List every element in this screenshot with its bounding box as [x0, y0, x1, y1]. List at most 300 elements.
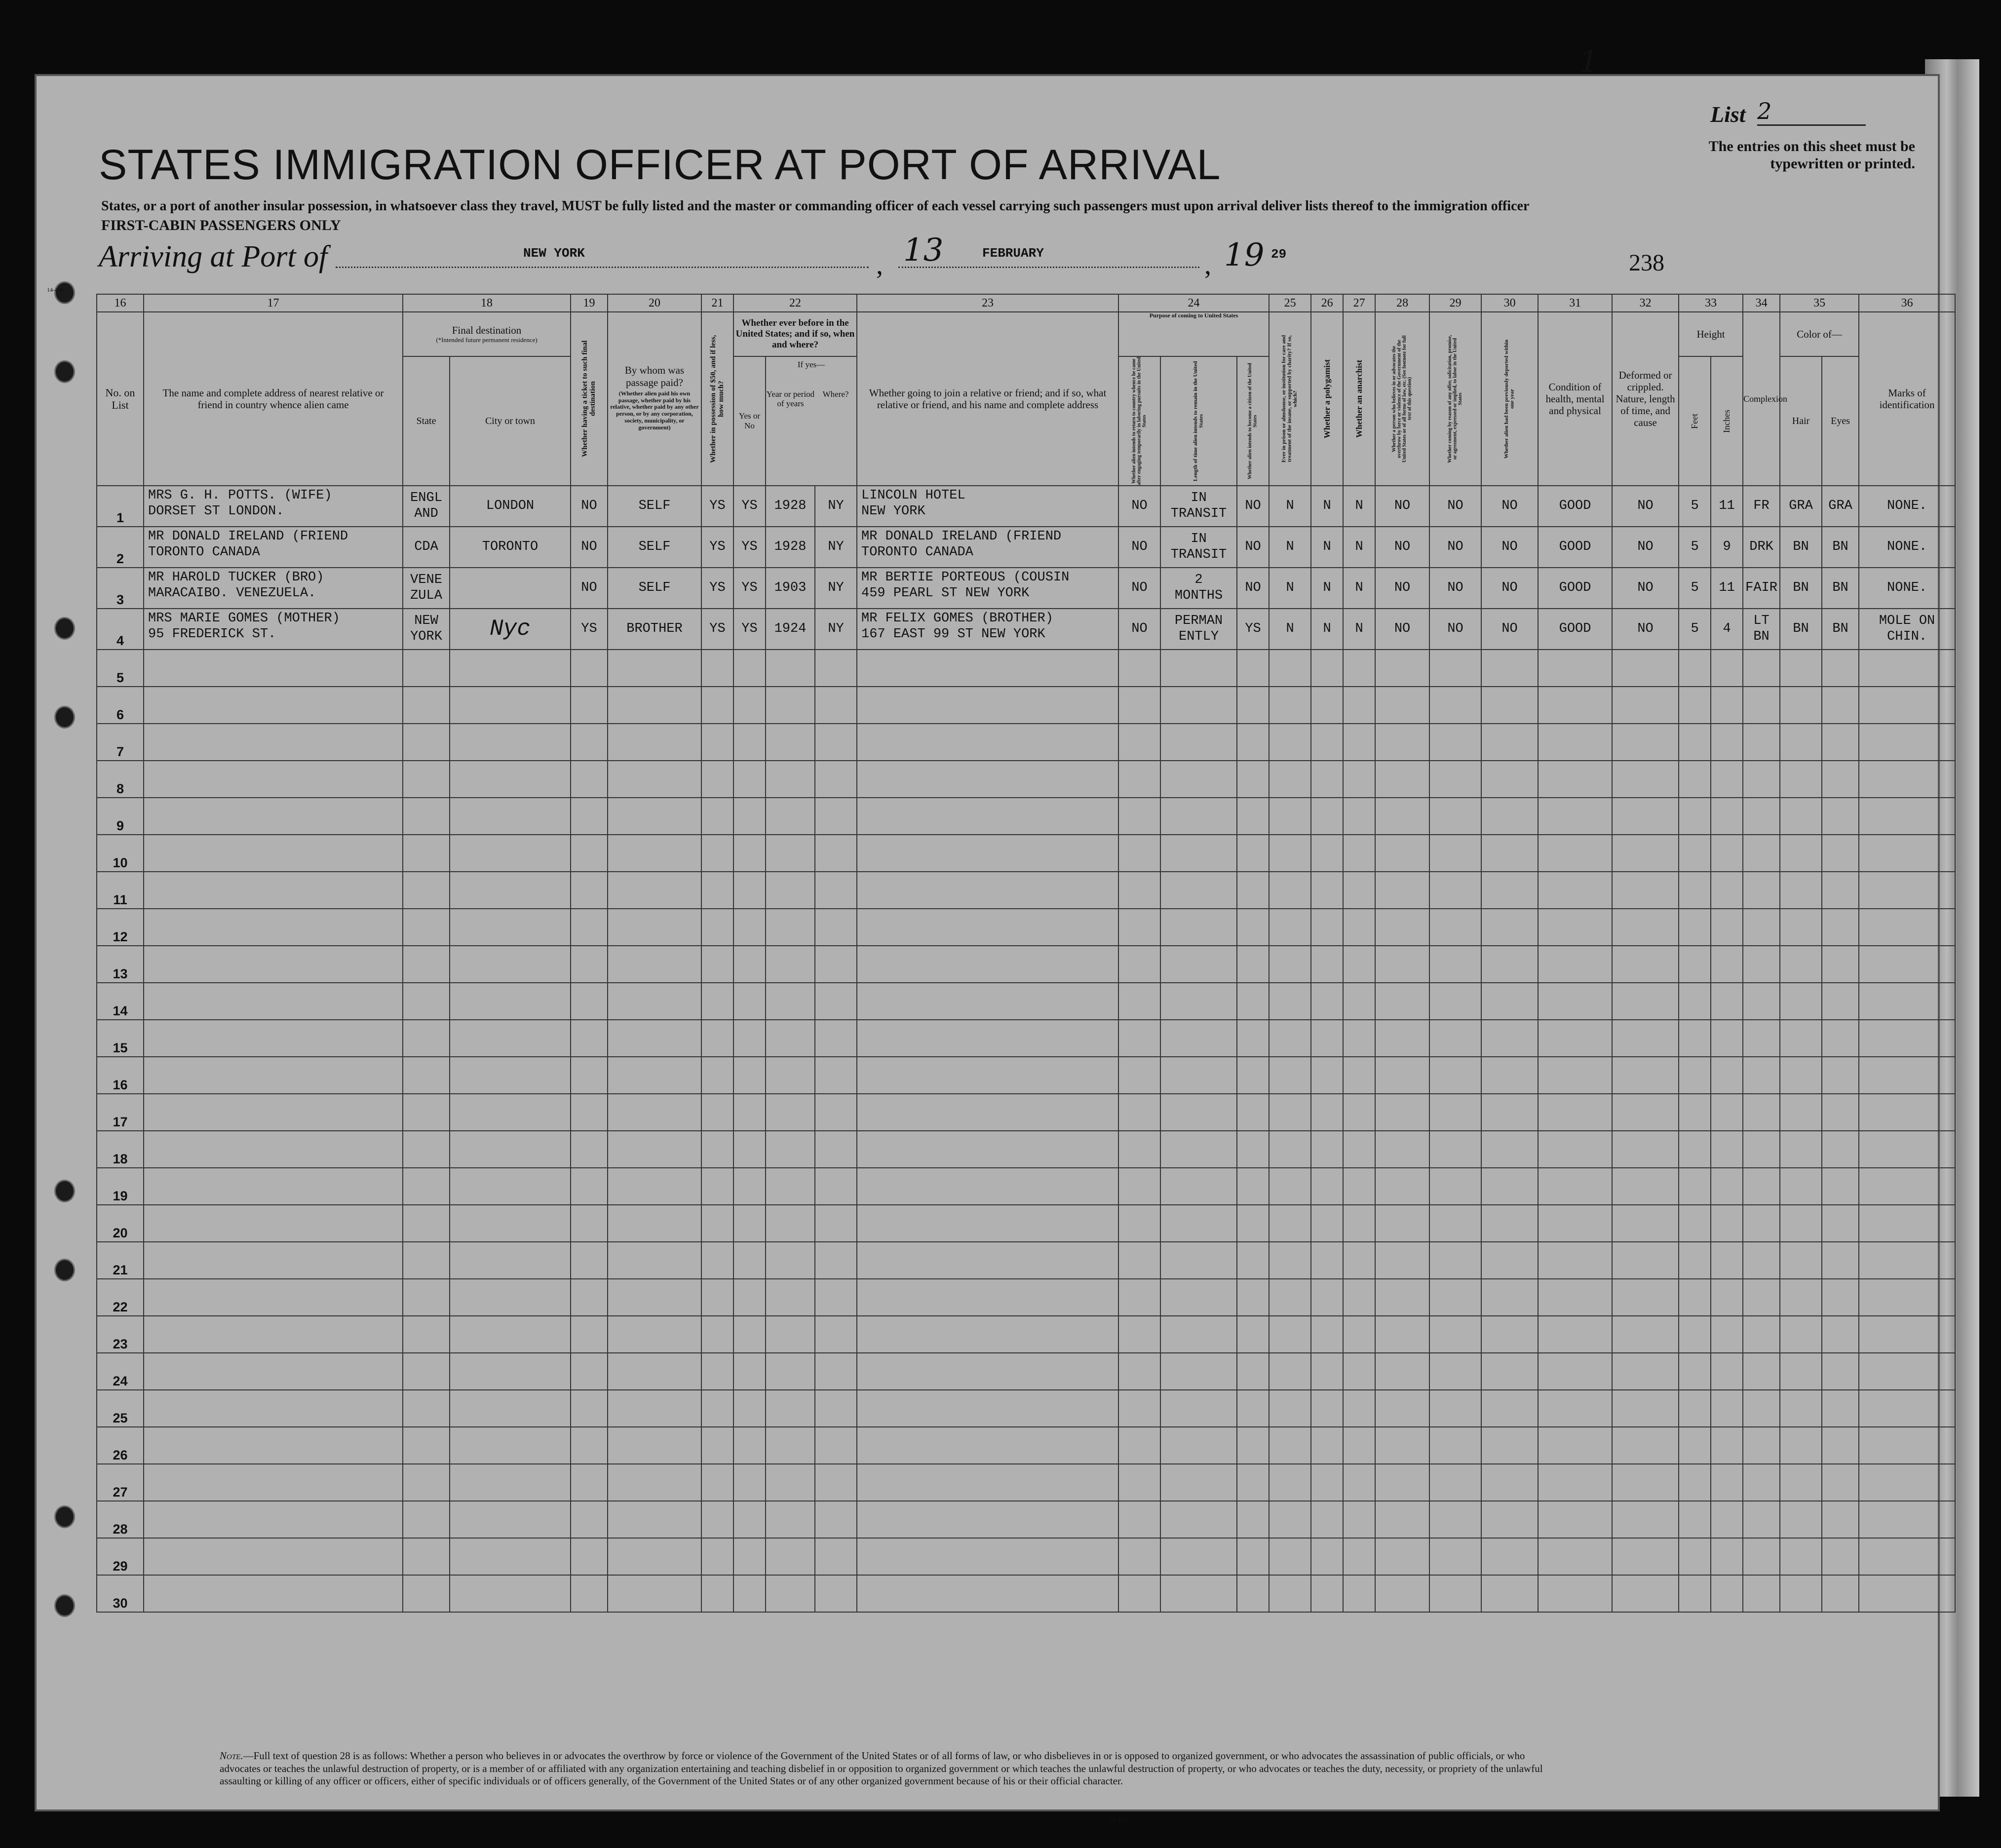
- empty-cell: [701, 946, 733, 983]
- cell-deformed: NO: [1612, 568, 1679, 609]
- table-row: [97, 909, 1955, 946]
- empty-cell: [1375, 1390, 1429, 1427]
- cell-offer: NO: [1429, 609, 1481, 650]
- row-number: 14: [97, 983, 144, 1020]
- empty-cell: [608, 909, 701, 946]
- empty-cell: [1612, 650, 1679, 687]
- list-number: 2: [1757, 98, 1866, 126]
- empty-cell: [403, 835, 450, 872]
- empty-cell: [1711, 1316, 1743, 1353]
- empty-cell: [1743, 1205, 1780, 1242]
- empty-cell: [1237, 724, 1269, 761]
- date-field: [898, 232, 1199, 269]
- empty-cell: [733, 1279, 766, 1316]
- empty-cell: [1269, 1501, 1311, 1538]
- column-number: 21: [701, 294, 733, 312]
- empty-cell: [857, 1057, 1118, 1094]
- empty-cell: [1822, 1020, 1859, 1057]
- empty-cell: [1780, 909, 1822, 946]
- empty-cell: [1822, 1131, 1859, 1168]
- empty-cell: [766, 1353, 815, 1390]
- empty-cell: [1118, 1501, 1160, 1538]
- empty-cell: [766, 650, 815, 687]
- empty-cell: [1743, 1538, 1780, 1575]
- empty-cell: [1538, 983, 1612, 1020]
- cell-before: YS: [733, 486, 766, 527]
- empty-cell: [1481, 687, 1538, 724]
- empty-cell: [1237, 1205, 1269, 1242]
- empty-cell: [1612, 1057, 1679, 1094]
- empty-cell: [1822, 1464, 1859, 1501]
- empty-cell: [1859, 1242, 1955, 1279]
- empty-cell: [1118, 650, 1160, 687]
- cell-state: ENGL AND: [403, 486, 450, 527]
- empty-cell: [1711, 1464, 1743, 1501]
- empty-cell: [1612, 1279, 1679, 1316]
- binder-hole: [54, 360, 75, 383]
- empty-cell: [1481, 1020, 1538, 1057]
- empty-cell: [1538, 761, 1612, 798]
- empty-cell: [1822, 687, 1859, 724]
- empty-cell: [815, 1020, 857, 1057]
- cell-paid: BROTHER: [608, 609, 701, 650]
- empty-cell: [1711, 835, 1743, 872]
- empty-cell: [144, 1353, 403, 1390]
- empty-cell: [1237, 1094, 1269, 1131]
- empty-cell: [857, 1353, 1118, 1390]
- column-number: 27: [1343, 294, 1375, 312]
- empty-cell: [1743, 1279, 1780, 1316]
- empty-cell: [403, 798, 450, 835]
- cell-polygamist: N: [1311, 527, 1343, 568]
- cell-complexion: FAIR: [1743, 568, 1780, 609]
- list-label: List: [1710, 102, 1746, 127]
- empty-cell: [701, 1353, 733, 1390]
- empty-cell: [608, 687, 701, 724]
- empty-cell: [1679, 1094, 1711, 1131]
- cell-inches: 9: [1711, 527, 1743, 568]
- empty-cell: [1311, 1501, 1343, 1538]
- empty-cell: [1343, 724, 1375, 761]
- empty-cell: [1859, 687, 1955, 724]
- passenger-rows: [97, 486, 1955, 1612]
- empty-cell: [1311, 909, 1343, 946]
- empty-cell: [1343, 761, 1375, 798]
- cell-relative: MRS MARIE GOMES (MOTHER) 95 FREDERICK ST.: [144, 609, 403, 650]
- empty-cell: [450, 1538, 571, 1575]
- empty-cell: [1118, 1242, 1160, 1279]
- empty-cell: [1538, 1427, 1612, 1464]
- row-number: 1: [97, 486, 144, 527]
- year-period-label: Year or period of years: [766, 389, 815, 409]
- purpose-length-label: Length of time alien intends to remain in the United States: [1192, 361, 1204, 481]
- empty-cell: [571, 687, 608, 724]
- table-row: [97, 1205, 1955, 1242]
- cell-marks: NONE.: [1859, 486, 1955, 527]
- empty-cell: [1118, 946, 1160, 983]
- empty-cell: [144, 650, 403, 687]
- empty-cell: [403, 1205, 450, 1242]
- empty-cell: [608, 650, 701, 687]
- col-fifty-dollars: [701, 312, 733, 486]
- empty-cell: [1237, 1501, 1269, 1538]
- empty-cell: [857, 761, 1118, 798]
- empty-cell: [608, 1057, 701, 1094]
- empty-cell: [403, 1057, 450, 1094]
- row-number: 12: [97, 909, 144, 946]
- empty-cell: [1375, 1353, 1429, 1390]
- empty-cell: [1679, 1168, 1711, 1205]
- empty-cell: [1269, 1538, 1311, 1575]
- empty-cell: [144, 1168, 403, 1205]
- empty-cell: [857, 1205, 1118, 1242]
- empty-cell: [857, 1427, 1118, 1464]
- empty-cell: [733, 1464, 766, 1501]
- empty-cell: [1780, 983, 1822, 1020]
- empty-cell: [1429, 909, 1481, 946]
- purpose-citizen-label: Whether alien intends to become a citizen of the United States: [1247, 363, 1258, 479]
- table-row: [97, 1242, 1955, 1279]
- empty-cell: [608, 1353, 701, 1390]
- empty-cell: [1780, 1316, 1822, 1353]
- empty-cell: [1538, 1094, 1612, 1131]
- empty-cell: [1311, 946, 1343, 983]
- empty-cell: [1780, 1020, 1822, 1057]
- empty-cell: [571, 909, 608, 946]
- empty-cell: [733, 650, 766, 687]
- empty-cell: [1780, 1205, 1822, 1242]
- empty-cell: [1859, 1390, 1955, 1427]
- empty-cell: [1311, 1353, 1343, 1390]
- empty-cell: [1679, 1279, 1711, 1316]
- empty-cell: [608, 1279, 701, 1316]
- empty-cell: [733, 1427, 766, 1464]
- comma-separator: ,: [1204, 250, 1211, 280]
- binder-hole: [54, 706, 75, 729]
- empty-cell: [1429, 835, 1481, 872]
- empty-cell: [1343, 1316, 1375, 1353]
- empty-cell: [1429, 1094, 1481, 1131]
- empty-cell: [1679, 1501, 1711, 1538]
- empty-cell: [450, 1205, 571, 1242]
- binder-hole: [54, 1259, 75, 1281]
- where-label: Where?: [822, 389, 849, 399]
- empty-cell: [144, 1501, 403, 1538]
- empty-cell: [1160, 798, 1237, 835]
- row-number: 7: [97, 724, 144, 761]
- table-row: [97, 527, 1955, 568]
- empty-cell: [1429, 687, 1481, 724]
- manifest-sheet: [35, 44, 1940, 1824]
- empty-cell: [1859, 1575, 1955, 1612]
- empty-cell: [144, 909, 403, 946]
- empty-cell: [857, 1316, 1118, 1353]
- empty-cell: [1343, 1390, 1375, 1427]
- empty-cell: [1481, 1538, 1538, 1575]
- empty-cell: [1538, 1575, 1612, 1612]
- col-hair: Hair: [1780, 356, 1822, 486]
- empty-cell: [1311, 1057, 1343, 1094]
- row-number: 19: [97, 1168, 144, 1205]
- column-number: 26: [1311, 294, 1343, 312]
- empty-cell: [1481, 909, 1538, 946]
- empty-cell: [1311, 872, 1343, 909]
- col-purpose-return: [1118, 356, 1160, 486]
- table-row: [97, 568, 1955, 609]
- empty-cell: [403, 1427, 450, 1464]
- empty-cell: [1859, 983, 1955, 1020]
- col-eyes: Eyes: [1822, 356, 1859, 486]
- empty-cell: [766, 983, 815, 1020]
- empty-cell: [1612, 1538, 1679, 1575]
- row-number: 15: [97, 1020, 144, 1057]
- empty-cell: [1859, 1501, 1955, 1538]
- empty-cell: [1237, 1168, 1269, 1205]
- empty-cell: [450, 724, 571, 761]
- empty-cell: [1481, 1094, 1538, 1131]
- empty-cell: [1429, 983, 1481, 1020]
- empty-cell: [1612, 1094, 1679, 1131]
- empty-cell: [144, 1242, 403, 1279]
- inches-label: Inches: [1722, 409, 1732, 433]
- empty-cell: [144, 687, 403, 724]
- empty-cell: [1679, 1242, 1711, 1279]
- empty-cell: [1160, 983, 1237, 1020]
- empty-cell: [1343, 1427, 1375, 1464]
- empty-cell: [144, 1205, 403, 1242]
- cell-complexion: LT BN: [1743, 609, 1780, 650]
- empty-cell: [701, 1464, 733, 1501]
- cell-p-length: PERMAN ENTLY: [1160, 609, 1237, 650]
- empty-cell: [733, 1168, 766, 1205]
- empty-cell: [1743, 1427, 1780, 1464]
- empty-cell: [1538, 1353, 1612, 1390]
- empty-cell: [1780, 1057, 1822, 1094]
- cell-fifty: YS: [701, 486, 733, 527]
- sheet-number: 238: [1629, 250, 1664, 276]
- empty-cell: [144, 1575, 403, 1612]
- empty-cell: [1311, 1242, 1343, 1279]
- empty-cell: [608, 798, 701, 835]
- cell-deformed: NO: [1612, 486, 1679, 527]
- empty-cell: [701, 872, 733, 909]
- empty-cell: [701, 1538, 733, 1575]
- empty-cell: [1269, 1020, 1311, 1057]
- empty-cell: [1375, 761, 1429, 798]
- empty-cell: [1743, 1501, 1780, 1538]
- empty-cell: [1429, 946, 1481, 983]
- empty-cell: [815, 798, 857, 835]
- empty-cell: [144, 1131, 403, 1168]
- col-prison: [1269, 312, 1311, 486]
- cell-p-length: IN TRANSIT: [1160, 527, 1237, 568]
- cell-prison: N: [1269, 486, 1311, 527]
- empty-cell: [1481, 1353, 1538, 1390]
- cell-join: LINCOLN HOTEL NEW YORK: [857, 486, 1118, 527]
- empty-cell: [571, 872, 608, 909]
- empty-cell: [1743, 909, 1780, 946]
- empty-cell: [1679, 724, 1711, 761]
- empty-cell: [1859, 1353, 1955, 1390]
- empty-cell: [608, 1427, 701, 1464]
- empty-cell: [1118, 1538, 1160, 1575]
- cell-p-citizen: NO: [1237, 527, 1269, 568]
- empty-cell: [766, 1242, 815, 1279]
- page-subtitle: States, or a port of another insular possession, in whatsoever class they travel, MUST be fully listed and the master or commanding officer of each vessel carrying such passengers must upon arrival deliver lists thereof to the immigration officer: [101, 198, 1530, 214]
- empty-cell: [701, 1242, 733, 1279]
- cell-marks: NONE.: [1859, 527, 1955, 568]
- empty-cell: [1538, 872, 1612, 909]
- empty-cell: [1429, 1390, 1481, 1427]
- empty-cell: [1269, 650, 1311, 687]
- empty-cell: [1237, 946, 1269, 983]
- empty-cell: [1612, 909, 1679, 946]
- empty-cell: [1160, 650, 1237, 687]
- empty-cell: [1343, 1168, 1375, 1205]
- empty-cell: [701, 1279, 733, 1316]
- empty-cell: [857, 687, 1118, 724]
- col-color-of: Color of—: [1780, 312, 1859, 356]
- empty-cell: [1481, 1242, 1538, 1279]
- empty-cell: [450, 1168, 571, 1205]
- footnote-label: Note.: [220, 1750, 243, 1762]
- table-row: [97, 1094, 1955, 1131]
- row-number: 21: [97, 1242, 144, 1279]
- empty-cell: [1269, 1575, 1311, 1612]
- empty-cell: [815, 1501, 857, 1538]
- empty-cell: [1160, 1464, 1237, 1501]
- table-row: [97, 1020, 1955, 1057]
- empty-cell: [815, 1205, 857, 1242]
- purpose-return-label: Whether alien intends to return to country whence he came after engaging temporarily in laboring pursuits in the United States: [1131, 357, 1147, 485]
- empty-cell: [571, 1464, 608, 1501]
- empty-cell: [1311, 983, 1343, 1020]
- empty-cell: [1118, 1390, 1160, 1427]
- empty-cell: [1743, 1242, 1780, 1279]
- empty-cell: [1859, 872, 1955, 909]
- empty-cell: [1343, 1575, 1375, 1612]
- cell-inches: 11: [1711, 486, 1743, 527]
- empty-cell: [766, 1094, 815, 1131]
- empty-cell: [857, 1538, 1118, 1575]
- empty-cell: [1859, 946, 1955, 983]
- cell-marks: NONE.: [1859, 568, 1955, 609]
- col-final-destination: [403, 312, 571, 356]
- empty-cell: [1859, 1094, 1955, 1131]
- empty-cell: [1679, 1057, 1711, 1094]
- empty-cell: [701, 1057, 733, 1094]
- binder-hole: [54, 1505, 75, 1528]
- empty-cell: [701, 1575, 733, 1612]
- cell-deported: NO: [1481, 609, 1538, 650]
- row-number: 4: [97, 609, 144, 650]
- empty-cell: [1118, 1427, 1160, 1464]
- empty-cell: [1269, 1390, 1311, 1427]
- empty-cell: [1269, 1094, 1311, 1131]
- empty-cell: [1711, 909, 1743, 946]
- empty-cell: [1679, 983, 1711, 1020]
- empty-cell: [857, 1279, 1118, 1316]
- row-number: 3: [97, 568, 144, 609]
- empty-cell: [1679, 1131, 1711, 1168]
- empty-cell: [1429, 1205, 1481, 1242]
- empty-cell: [1859, 1131, 1955, 1168]
- cell-paid: SELF: [608, 568, 701, 609]
- empty-cell: [733, 798, 766, 835]
- empty-cell: [1269, 1168, 1311, 1205]
- empty-cell: [1160, 687, 1237, 724]
- empty-cell: [1118, 1094, 1160, 1131]
- if-yes-label: If yes—: [797, 360, 825, 369]
- empty-cell: [701, 650, 733, 687]
- empty-cell: [403, 1538, 450, 1575]
- cell-polygamist: N: [1311, 609, 1343, 650]
- empty-cell: [733, 1316, 766, 1353]
- empty-cell: [1343, 872, 1375, 909]
- column-number: 19: [571, 294, 608, 312]
- empty-cell: [1711, 1057, 1743, 1094]
- table-row: [97, 761, 1955, 798]
- empty-cell: [1822, 1575, 1859, 1612]
- empty-cell: [450, 983, 571, 1020]
- empty-cell: [1118, 1168, 1160, 1205]
- empty-cell: [450, 1131, 571, 1168]
- empty-cell: [1311, 1094, 1343, 1131]
- empty-cell: [815, 724, 857, 761]
- cell-deformed: NO: [1612, 609, 1679, 650]
- empty-cell: [1311, 1427, 1343, 1464]
- table-row: [97, 609, 1955, 650]
- row-number: 27: [97, 1464, 144, 1501]
- empty-cell: [766, 761, 815, 798]
- empty-cell: [1538, 1205, 1612, 1242]
- empty-cell: [1269, 798, 1311, 835]
- empty-cell: [1481, 1464, 1538, 1501]
- empty-cell: [1711, 1020, 1743, 1057]
- empty-cell: [1859, 798, 1955, 835]
- empty-cell: [144, 1020, 403, 1057]
- column-number: 23: [857, 294, 1118, 312]
- empty-cell: [1375, 1205, 1429, 1242]
- table-row: [97, 1316, 1955, 1353]
- empty-cell: [1743, 1131, 1780, 1168]
- empty-cell: [1711, 1575, 1743, 1612]
- empty-cell: [1311, 687, 1343, 724]
- empty-cell: [1822, 1427, 1859, 1464]
- empty-cell: [733, 1501, 766, 1538]
- col-purpose-length: [1160, 356, 1237, 486]
- table-row: [97, 983, 1955, 1020]
- empty-cell: [1859, 1168, 1955, 1205]
- row-number: 16: [97, 1057, 144, 1094]
- empty-cell: [1859, 1316, 1955, 1353]
- empty-cell: [701, 1390, 733, 1427]
- empty-cell: [1311, 1020, 1343, 1057]
- empty-cell: [857, 650, 1118, 687]
- empty-cell: [1375, 1057, 1429, 1094]
- empty-cell: [1822, 835, 1859, 872]
- empty-cell: [1269, 1057, 1311, 1094]
- cell-complexion: FR: [1743, 486, 1780, 527]
- empty-cell: [608, 1501, 701, 1538]
- empty-cell: [1269, 1205, 1311, 1242]
- empty-cell: [608, 724, 701, 761]
- empty-cell: [1780, 761, 1822, 798]
- table-row: [97, 1057, 1955, 1094]
- empty-cell: [450, 1094, 571, 1131]
- empty-cell: [1237, 835, 1269, 872]
- cell-feet: 5: [1679, 568, 1711, 609]
